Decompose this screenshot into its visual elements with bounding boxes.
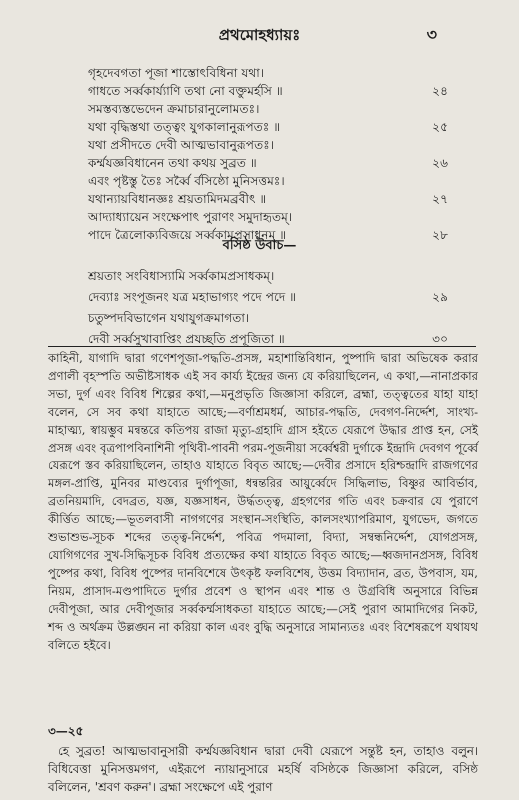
verse-text: পাদে ত্রৈলোক্যবিজয়ে সর্ব্বকামপ্রসাধনম্ ॥ <box>88 228 287 242</box>
verse-text: যথা বৃদ্ধিস্তথা তত্ত্বং যুগকালানুরূপতঃ ॥ <box>88 120 281 134</box>
translation-text: হে সুব্রত! আত্মভাবানুসারী কর্ম্মযজ্ঞবিধান দ্বারা দেবী যেরূপে সন্তুষ্ট হন, তাহাও বলুন। বিধিবেত্তা মুনিসত্তমগণ, এইরূপে ন্যায়ানুসারে মহর্ষি বসিষ্ঠকে জিজ্ঞাসা করিলে, বসিষ্ঠ বলিলেন, 'শ্রবণ করুন'। ব্রহ্মা সংক্ষেপে এই পুরাণ <box>48 744 478 794</box>
verse-line <box>88 266 448 287</box>
verse-number: ২৬ <box>432 156 448 170</box>
verse-number: ২৫ <box>432 120 448 134</box>
verse-reference: ৩—২৫ <box>48 724 84 738</box>
verse-text: গাধতে সর্ব্বকার্য্যাণি তথা নো বক্তুমর্হসি ॥ <box>88 84 283 98</box>
verse-line <box>88 136 448 154</box>
verse-line <box>88 118 448 136</box>
verse-line <box>88 64 448 82</box>
verse-number <box>442 100 448 118</box>
verse-number <box>442 208 448 226</box>
verse-text: আদ্যাধ্যায়েন সংক্ষেপাৎ পুরাণং সমুদাহৃতম্। <box>88 210 293 224</box>
translation-paragraph <box>48 742 478 796</box>
verse-number: ৩০ <box>432 332 448 346</box>
verse-number <box>442 266 448 287</box>
section-divider <box>48 346 476 347</box>
page-number: ৩ <box>426 25 437 44</box>
verse-number: ২৮ <box>432 228 448 242</box>
verse-text: এবং পৃষ্টস্তু তৈঃ সর্ব্বৈ র্বসিষ্ঠো মুনিসত্তমঃ। <box>88 174 285 188</box>
verse-line <box>88 100 448 118</box>
verse-number <box>442 172 448 190</box>
verse-number: ২৯ <box>432 290 448 304</box>
verse-text: যথা প্রসীদতে দেবী আত্মভাবানুরূপতঃ। <box>88 138 275 152</box>
verse-block-top <box>88 64 448 244</box>
verse-text: যথান্যায়বিধানজ্ঞঃ শ্রয়তামিদমব্রবীৎ ॥ <box>88 192 267 206</box>
verse-line <box>88 308 448 329</box>
verse-block-bottom <box>88 266 448 350</box>
commentary-text: কাহিনী, যাগাদি দ্বারা গণেশপূজা-পদ্ধতি-প্রসঙ্গ, মহাশান্তিবিধান, পুষ্পাদি দ্বারা অভিষেক করার প্রণালী বৃহস্পতি অভীষ্টসাধক এই সব কার্য্য ইন্দ্রের জন্য যে করিয়াছিলেন, এ কথা,—নানাপ্রকার সভা, দুর্গ এবং বিবিধ শিল্পের কথা,—মনুপ্রভৃতি জিজ্ঞাসা করিলে, ব্রহ্মা, তত্ত্বতের যাহা যাহা বলেন, সে সব কথা যাহাতে আছে;—বর্ণাশ্রমধর্ম, আচার-পদ্ধতি, দেবগণ-নির্দ্দেশ, সাংখ্য-মাহাত্ম্য, স্বায়ম্ভুব মন্বন্তরে কতিপয় রাজা মৃত্যু-গ্রহাদি গ্রাস হইতে যেরূপে উদ্ধার প্রাপ্ত হন, সেই প্রসঙ্গ এবং বৃত্রপাপবিনাশিনী পৃথিবী-পাবনী পরম-পূজনীয়া সর্ব্বেশ্বরী দুর্গাকে ইন্দ্রাদি দেবগণ পূর্ব্বে যেরূপে স্তব করিয়াছিলেন, তাহাও যাহাতে বিবৃত আছে;—দেবীর প্রসাদে হরিশ্চন্দ্রাদি রাজগণের মঙ্গল-প্রাপ্তি, মুনিবর মাণ্ডব্যের দুর্গাপূজা, ধন্বন্তরির আয়ুর্ব্বেদে সিদ্ধিলাভ, বিষ্ণুর আবির্ভাব, ব্রতনিয়মাদি, বেদব্রত, যজ্ঞ, যজ্ঞসাধন, উর্দ্ধতত্ত্ব, গ্রহগণের গতি এবং চক্রবার যে পুরাণে কীর্ত্তিত আছে;—ভূতলবাসী নাগগণের সংস্থান-সংস্থিতি, কালসংখ্যাপরিমাণ, যুগভেদ, জগতে শুভাশুভ-সূচক শব্দের তত্ত্ব-নির্দ্দেশ, পবিত্র পদমালা, বিদ্যা, সম্বন্ধনির্দ্দেশ, যোগপ্রসঙ্গ, যোগিগণের সুখ-সিদ্ধিসূচক বিবিধ প্রত্যক্ষের কথা যাহাতে বিবৃত আছে;—ধ্বজদানপ্রসঙ্গ, বিবিধ পুষ্পের কথা, বিবিধ পুষ্পের দানবিশেষে উৎকৃষ্ট ফলবিশেষ, উত্তম বিদ্যাদান, ব্রত, উপবাস, যম, নিয়ম, প্রাসাদ-মণ্ডপাদিতে দুর্গার প্রবেশ ও স্থাপন এবং শান্ত ও উগ্রবিধি অনুসারে বিভিন্ন দেবীপূজা, আর দেবীপূজার সর্ব্বকর্ম্মসাধকতা যাহাতে আছে;—সেই পুরাণ আমাদিগের নিকট, শব্দ ও অর্থক্রম উল্লঙ্ঘন না করিয়া কাল এবং বুদ্ধি অনুসারে সামান্যতঃ এবং বিশেষরূপে যথাযথ বলিতে হইবে। <box>48 351 478 652</box>
verse-line <box>88 190 448 208</box>
chapter-title: প্রথমোহধ্যায়ঃ <box>218 26 301 44</box>
verse-text: চতুষ্পদবিভাগেন যথাযুগক্রমাগতা। <box>88 311 250 325</box>
verse-text: সমস্তব্যস্তভেদেন ক্রমাচারানুলোমতঃ। <box>88 102 260 116</box>
verse-line <box>88 172 448 190</box>
verse-line <box>88 82 448 100</box>
verse-number <box>442 136 448 154</box>
verse-number <box>442 64 448 82</box>
speaker-heading: বসিষ্ঠ উবাচ— <box>222 238 297 253</box>
verse-number: ২৭ <box>432 192 448 206</box>
verse-text: গৃহদেবগতা পূজা শাস্তোৎবিধিনা যথা। <box>88 66 265 80</box>
verse-line <box>88 287 448 308</box>
verse-number <box>442 308 448 329</box>
verse-line <box>88 208 448 226</box>
verse-line <box>88 154 448 172</box>
commentary-paragraph <box>48 350 478 654</box>
verse-text: শ্রয়তাং সংবিধাস্যামি সর্ব্বকামপ্রসাধকম্। <box>88 269 275 283</box>
verse-text: দেবী সর্ব্বসুখাবাপ্তিং প্রযচ্ছতি প্রপূজিতা ॥ <box>88 332 285 346</box>
verse-text: দেব্যাঃ সংপূজনং যত্র মহাভাগ্যং পদে পদে ॥ <box>88 290 297 304</box>
verse-number: ২৪ <box>432 84 448 98</box>
verse-text: কর্ম্মযজ্ঞবিধানেন তথা কথয় সুব্রত ॥ <box>88 156 257 170</box>
